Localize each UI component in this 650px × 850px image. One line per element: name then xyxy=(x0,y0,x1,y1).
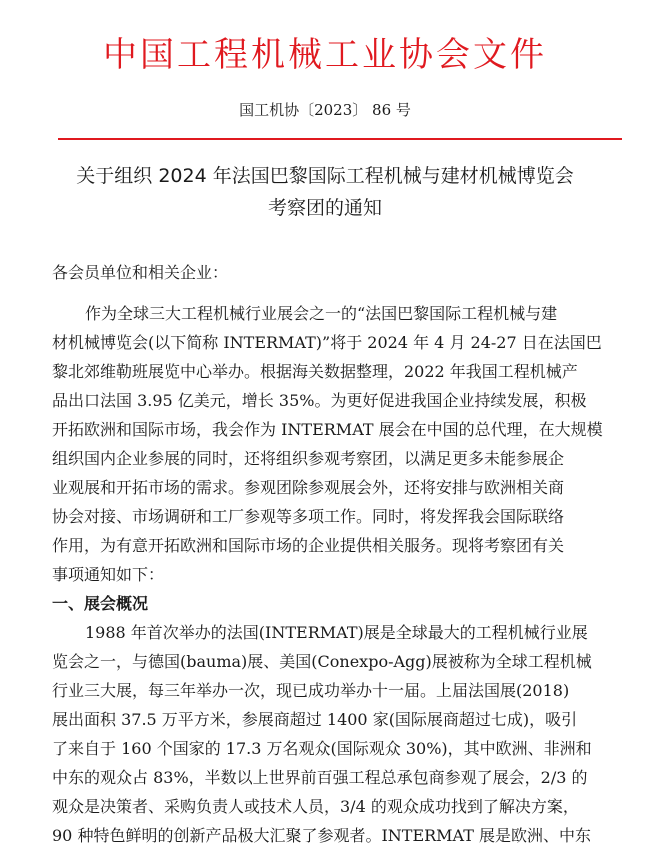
red-divider-line xyxy=(58,138,622,140)
document-header-title: 中国工程机械工业协会文件 xyxy=(103,35,547,75)
paragraph-line: 展出面积 37.5 万平方米，参展商超过 1400 家(国际展商超过七成)，吸引 xyxy=(52,710,578,729)
paragraph-line: 90 种特色鲜明的创新产品极大汇聚了参观者。INTERMAT 展是欧洲、中东 xyxy=(52,826,591,845)
paragraph-line: 行业三大展，每三年举办一次，现已成功举办十一届。上届法国展(2018) xyxy=(52,681,570,700)
document-body xyxy=(52,258,632,850)
paragraph-line: 组织国内企业参展的同时，还将组织参观考察团，以满足更多未能参展企 xyxy=(52,449,565,468)
paragraph-line: 观众是决策者、采购负责人或技术人员，3/4 的观众成功找到了解决方案， xyxy=(52,797,579,816)
subject-line-1: 关于组织 2024 年法国巴黎国际工程机械与建材机械博览会 xyxy=(76,165,574,187)
paragraph-line: 黎北郊维勒班展览中心举办。根据海关数据整理，2022 年我国工程机械产 xyxy=(52,362,578,381)
paragraph-line: 材机械博览会(以下简称 INTERMAT)”将于 2024 年 4 月 24-27 日在法国巴 xyxy=(52,333,602,352)
paragraph-line: 作用，为有意开拓欧洲和国际市场的企业提供相关服务。现将考察团有关 xyxy=(52,536,565,555)
paragraph-line: 览会之一，与德国(bauma)展、美国(Conexpo-Agg)展被称为全球工程机械 xyxy=(52,652,592,671)
paragraph-line: 了来自于 160 个国家的 17.3 万名观众(国际观众 30%)，其中欧洲、非洲和 xyxy=(52,739,592,758)
paragraph-line: 事项通知如下： xyxy=(52,565,165,584)
paragraph-line: 作为全球三大工程机械行业展会之一的“法国巴黎国际工程机械与建 xyxy=(85,304,558,323)
paragraph-line: 协会对接、市场调研和工厂参观等多项工作。同时，将发挥我会国际联络 xyxy=(52,507,565,526)
salutation: 各会员单位和相关企业： xyxy=(52,263,229,282)
paragraph-line: 开拓欧洲和国际市场，我会作为 INTERMAT 展会在中国的总代理，在大规模 xyxy=(52,420,603,439)
paragraph-line: 业观展和开拓市场的需求。参观团除参观展会外，还将安排与欧洲相关商 xyxy=(52,478,565,497)
document-number: 国工机协〔2023〕 86 号 xyxy=(239,101,411,119)
notice-subject xyxy=(0,160,650,224)
paragraph-line: 中东的观众占 83%，半数以上世界前百强工程总承包商参观了展会，2/3 的 xyxy=(52,768,588,787)
subject-line-2: 考察团的通知 xyxy=(267,197,382,219)
paragraph-line: 1988 年首次举办的法国(INTERMAT)展是全球最大的工程机械行业展 xyxy=(85,623,588,642)
section-heading: 一、展会概况 xyxy=(52,594,149,613)
paragraph-line: 品出口法国 3.95 亿美元，增长 35%。为更好促进我国企业持续发展，积极 xyxy=(52,391,587,410)
